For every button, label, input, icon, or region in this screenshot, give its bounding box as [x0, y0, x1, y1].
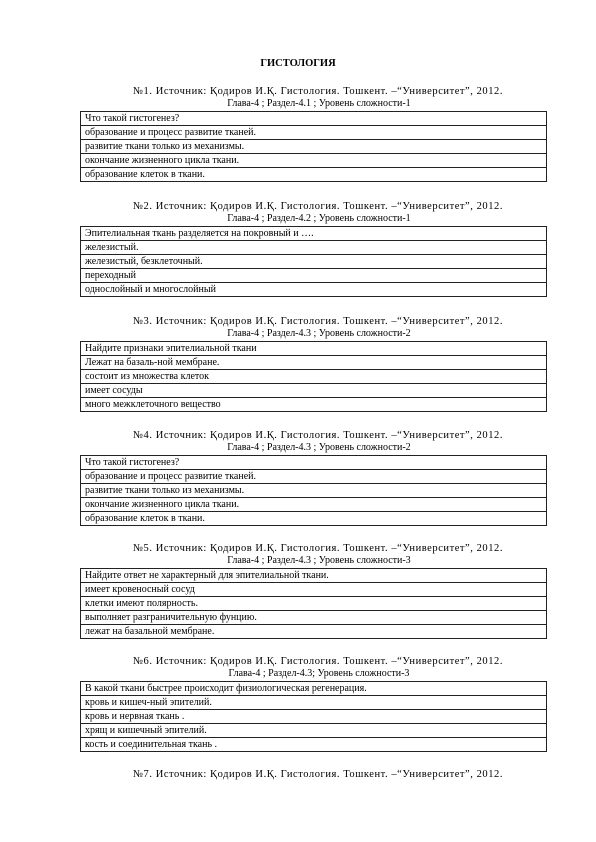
answer-option: имеет кровеносный сосуд — [81, 583, 547, 597]
question-meta: Глава-4 ; Раздел-4.3 ; Уровень сложности-3 — [227, 555, 411, 566]
question-block-3 — [0, 316, 596, 412]
answer-option: Лежат на базаль-ной мембране. — [81, 356, 547, 370]
question-meta: Глава-4 ; Раздел-4.3 ; Уровень сложности-2 — [227, 328, 411, 339]
question-meta: Глава-4 ; Раздел-4.3; Уровень сложности-3 — [228, 668, 410, 679]
answer-option: состоит из множества клеток — [81, 370, 547, 384]
question-meta: Глава-4 ; Раздел-4.3 ; Уровень сложности-2 — [227, 442, 411, 453]
question-text: Что такой гистогенез? — [81, 112, 547, 126]
question-block-4 — [0, 430, 596, 526]
question-source: №6. Источник: Қодиров И.Қ. Гистология. Тошкент. –“Университет”, 2012. — [132, 656, 503, 667]
question-text: В какой ткани быстрее происходит физиологическая регенерация. — [81, 682, 547, 696]
answer-option: однослойный и многослойный — [81, 283, 547, 297]
answer-option: имеет сосуды — [81, 384, 547, 398]
page-title: ГИСТОЛОГИЯ — [260, 58, 336, 69]
question-table — [80, 341, 547, 412]
answer-option: клетки имеют полярность. — [81, 597, 547, 611]
question-source: №2. Источник: Қодиров И.Қ. Гистология. Тошкент. –“Университет”, 2012. — [132, 201, 503, 212]
question-meta: Глава-4 ; Раздел-4.2 ; Уровень сложности-1 — [227, 213, 411, 224]
question-text: Что такой гистогенез? — [81, 456, 547, 470]
question-source: №3. Источник: Қодиров И.Қ. Гистология. Тошкент. –“Университет”, 2012. — [132, 316, 503, 327]
answer-option: много межклеточного вещество — [81, 398, 547, 412]
question-source: №4. Источник: Қодиров И.Қ. Гистология. Тошкент. –“Университет”, 2012. — [132, 430, 503, 441]
answer-option: кость и соединительная ткань . — [81, 738, 547, 752]
answer-option: кровь и кишеч-ный эпителий. — [81, 696, 547, 710]
answer-option: железистый, безклеточный. — [81, 255, 547, 269]
answer-option: железистый. — [81, 241, 547, 255]
question-block-2 — [0, 201, 596, 297]
question-table — [80, 455, 547, 526]
answer-option: переходный — [81, 269, 547, 283]
answer-option: окончание жизненного цикла ткани. — [81, 498, 547, 512]
question-text: Найдите признаки эпителиальной ткани — [81, 342, 547, 356]
answer-option: образование и процесс развитие тканей. — [81, 126, 547, 140]
question-text: Найдите ответ не характерный для эпителиальной ткани. — [81, 569, 547, 583]
question-table — [80, 681, 547, 752]
answer-option: образование клеток в ткани. — [81, 512, 547, 526]
question-source: №5. Источник: Қодиров И.Қ. Гистология. Тошкент. –“Университет”, 2012. — [132, 543, 503, 554]
answer-option: образование клеток в ткани. — [81, 168, 547, 182]
question-text: Эпителиальная ткань разделяется на покровный и …. — [81, 227, 547, 241]
question-source: №1. Источник: Қодиров И.Қ. Гистология. Тошкент. –“Университет”, 2012. — [132, 86, 503, 97]
answer-option: лежат на базальной мембране. — [81, 625, 547, 639]
question-block-1 — [0, 86, 596, 182]
answer-option: выполняет разграничительную фунцию. — [81, 611, 547, 625]
question-table — [80, 568, 547, 639]
answer-option: кровь и нервная ткань . — [81, 710, 547, 724]
answer-option: окончание жизненного цикла ткани. — [81, 154, 547, 168]
answer-option: развитие ткани только из механизмы. — [81, 484, 547, 498]
question-source: №7. Источник: Қодиров И.Қ. Гистология. Тошкент. –“Университет”, 2012. — [132, 769, 503, 780]
answer-option: образование и процесс развитие тканей. — [81, 470, 547, 484]
question-block-7 — [0, 769, 596, 781]
question-meta: Глава-4 ; Раздел-4.1 ; Уровень сложности-1 — [227, 98, 411, 109]
question-table — [80, 226, 547, 297]
answer-option: развитие ткани только из механизмы. — [81, 140, 547, 154]
question-block-5 — [0, 543, 596, 639]
question-block-6 — [0, 656, 596, 752]
answer-option: хрящ и кишечный эпителий. — [81, 724, 547, 738]
question-table — [80, 111, 547, 182]
